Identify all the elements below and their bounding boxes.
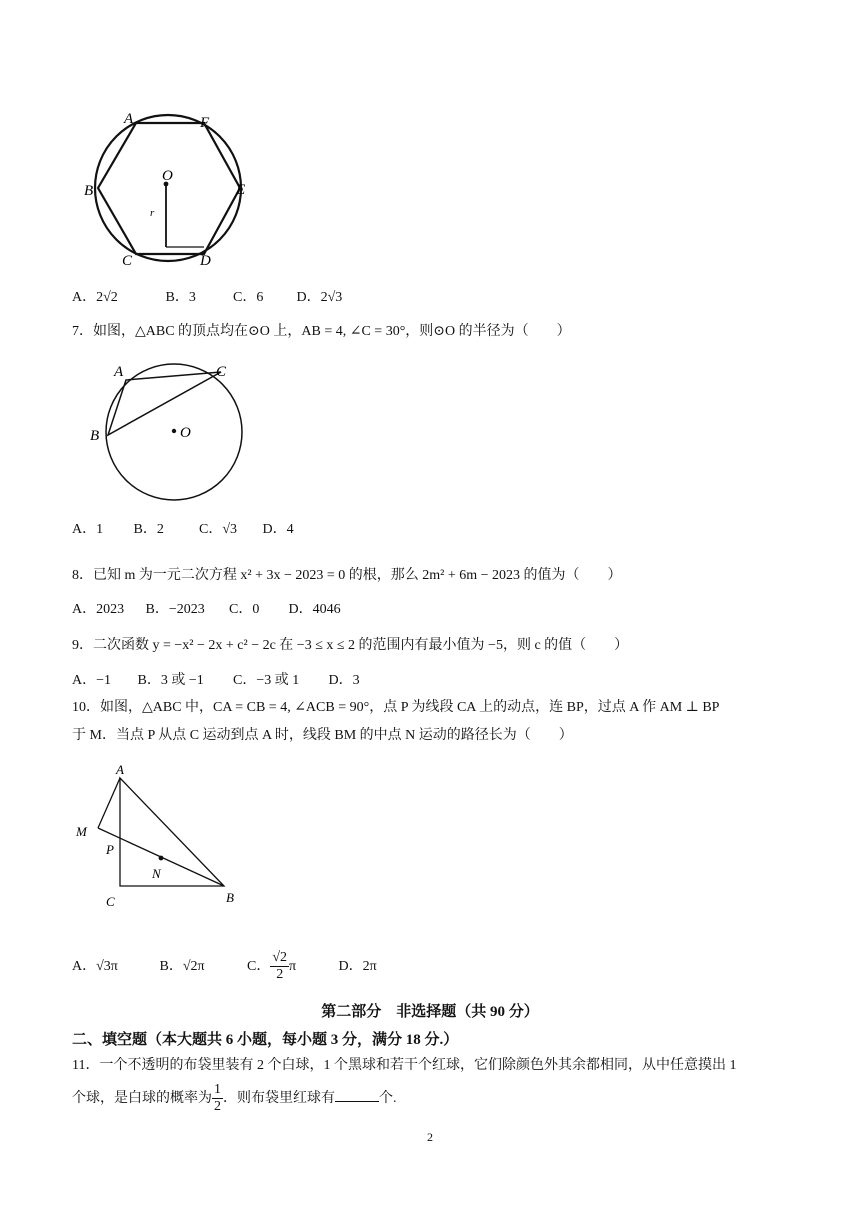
q9-option-a: A．−1 xyxy=(72,673,112,688)
page-number: 2 xyxy=(427,1130,433,1144)
q10-option-c-suffix: π xyxy=(289,958,297,974)
q9-option-c: C．−3 或 1 xyxy=(233,673,300,688)
q7-center-dot xyxy=(172,429,176,433)
q10-option-c-prefix: C． xyxy=(247,958,271,974)
q10-label-C: C xyxy=(106,894,115,909)
q6-label-A: A xyxy=(124,111,134,127)
q9-stem: 9．二次函数 y = −x² − 2x + c² − 2c 在 −3 ≤ x ≤ 2 的范围内有最小值为 −5，则 c 的值（ ） xyxy=(72,638,629,653)
q6-label-D: D xyxy=(200,253,211,268)
q7-label-O: O xyxy=(180,425,191,441)
q10-triangle-acb xyxy=(120,778,224,886)
q6-label-B: B xyxy=(84,183,94,199)
q10-option-d: D．2π xyxy=(338,958,377,974)
q6-label-O: O xyxy=(162,168,173,184)
q7-option-d: D．4 xyxy=(262,522,294,537)
q10-triangle-figure xyxy=(72,762,252,912)
q10-option-c-numerator: √2 xyxy=(272,950,288,965)
q11-text-after: 个. xyxy=(379,1091,397,1106)
q6-label-r: r xyxy=(150,207,155,219)
q6-label-F: F xyxy=(200,115,210,131)
q11-line1: 11．一个不透明的布袋里装有 2 个白球，1 个黑球和若干个红球，它们除颜色外其余都相同，从中任意摸出 1 xyxy=(72,1058,737,1073)
q6-hexagon xyxy=(98,123,240,254)
q11-text-before: 个球，是白球的概率为 xyxy=(72,1091,212,1106)
q8-option-d: D．4046 xyxy=(288,602,341,617)
q9-option-d: D．3 xyxy=(328,673,360,688)
q8-option-a: A．2023 xyxy=(72,602,125,617)
q7-circle-figure xyxy=(86,360,256,510)
q11-line2 xyxy=(72,1082,397,1116)
q7-label-B: B xyxy=(90,428,100,444)
q7-label-A: A xyxy=(114,364,124,380)
q9-options xyxy=(72,671,360,691)
q6-hexagon-figure xyxy=(80,108,260,268)
q6-label-C: C xyxy=(122,253,133,268)
q7-options xyxy=(72,520,294,540)
q6-option-d: D．2√3 xyxy=(296,290,343,305)
q8-option-c: C．0 xyxy=(229,602,260,617)
q10-options xyxy=(72,950,377,983)
q6-circle xyxy=(95,115,241,261)
q10-point-n xyxy=(159,856,164,861)
q10-stem-line2: 于 M．当点 P 从点 C 运动到点 A 时，线段 BM 的中点 N 运动的路径长为（ ） xyxy=(72,728,573,743)
q10-label-N: N xyxy=(152,866,161,881)
q7-triangle xyxy=(108,372,221,435)
q8-stem: 8．已知 m 为一元二次方程 x² + 3x − 2023 = 0 的根，那么 2m² + 6m − 2023 的值为（ ） xyxy=(72,568,622,583)
q10-option-a: A．√3π xyxy=(72,958,118,974)
q7-option-c: C．√3 xyxy=(199,522,238,537)
q10-segment-am xyxy=(98,778,120,828)
q10-label-M: M xyxy=(76,824,87,839)
q11-fraction-denominator: 2 xyxy=(214,1099,221,1115)
q6-label-E: E xyxy=(236,182,246,198)
q6-option-a: A．2√2 xyxy=(72,290,118,305)
part2-heading: 第二部分 非选择题（共 90 分） xyxy=(321,1004,539,1020)
q11-answer-blank[interactable] xyxy=(335,1087,379,1102)
q9-option-b: B．3 或 −1 xyxy=(137,673,204,688)
q11-text-mid: ．则布袋里红球有 xyxy=(223,1091,335,1106)
q10-option-c-denominator: 2 xyxy=(276,967,284,982)
q10-option-c-fraction xyxy=(270,950,289,983)
q6-options xyxy=(72,288,342,308)
q6-option-c: C．6 xyxy=(233,290,264,305)
q10-label-A: A xyxy=(116,762,124,777)
q10-label-P: P xyxy=(106,842,114,857)
q8-options xyxy=(72,600,341,620)
q7-option-a: A．1 xyxy=(72,522,104,537)
q8-option-b: B．−2023 xyxy=(145,602,205,617)
q7-label-C: C xyxy=(216,364,227,380)
q11-fraction xyxy=(212,1082,223,1115)
section2-heading: 二、填空题（本大题共 6 小题，每小题 3 分，满分 18 分.） xyxy=(72,1032,459,1048)
q10-option-b: B．√2π xyxy=(159,958,205,974)
q10-stem-line1: 10．如图，△ABC 中，CA = CB = 4, ∠ACB = 90°，点 P 为线段 CA 上的动点，连 BP，过点 A 作 AM ⊥ BP xyxy=(72,700,720,715)
q10-label-B: B xyxy=(226,890,234,905)
q6-option-b: B．3 xyxy=(165,290,196,305)
q7-option-b: B．2 xyxy=(133,522,164,537)
q11-fraction-numerator: 1 xyxy=(214,1082,221,1098)
q7-stem: 7．如图，△ABC 的顶点均在⊙O 上，AB = 4, ∠C = 30°，则⊙O 的半径为（ ） xyxy=(72,324,571,339)
q10-option-c xyxy=(247,950,335,983)
